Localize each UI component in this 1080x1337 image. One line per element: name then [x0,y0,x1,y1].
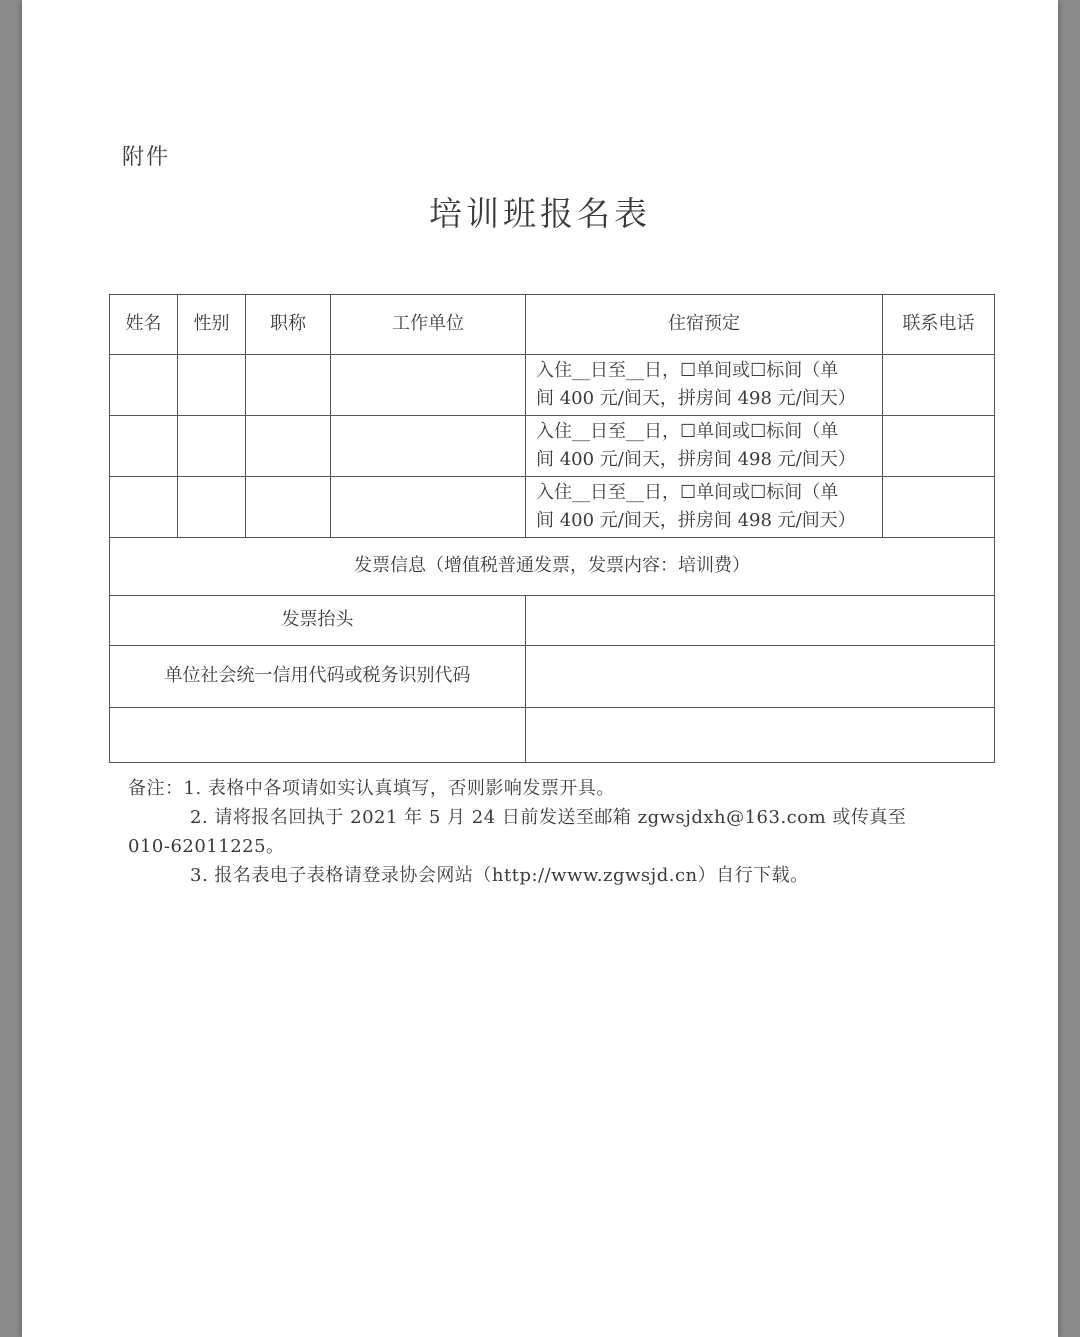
table-row [110,416,995,477]
table-row [110,355,995,416]
gender-cell[interactable] [178,355,246,416]
note-2: 2. 请将报名回执于 2021 年 5 月 24 日前发送至邮箱 zgwsjdxh@163.com 或传真至 [190,807,907,828]
blank-value-cell[interactable] [526,708,995,763]
note-1: 备注：1. 表格中各项请如实认真填写，否则影响发票开具。 [128,778,615,799]
accommodation-line2: 间 400 元/间天，拼房间 498 元/间天） [536,449,856,470]
note-3: 3. 报名表电子表格请登录协会网站（http://www.zgwsjd.cn）自行下载。 [190,865,809,886]
invoice-section-row [110,538,995,596]
invoice-section-title: 发票信息（增值税普通发票，发票内容：培训费） [110,538,995,596]
accommodation-line1: 入住__日至__日，☐单间或☐标间（单 [536,360,839,381]
blank-row [110,708,995,763]
tax-code-label: 单位社会统一信用代码或税务识别代码 [110,646,526,708]
work-unit-cell[interactable] [331,416,526,477]
attachment-label: 附件 [122,145,171,170]
job-title-cell[interactable] [246,355,331,416]
gender-cell[interactable] [178,477,246,538]
accommodation-line2: 间 400 元/间天，拼房间 498 元/间天） [536,388,856,409]
invoice-header-field[interactable] [526,596,995,646]
accommodation-cell[interactable] [526,416,883,477]
note-2-continued: 010-62011225。 [128,836,285,857]
page-title: 培训班报名表 [429,194,651,233]
header-gender: 性别 [178,295,246,355]
invoice-header-row [110,596,995,646]
blank-label-cell[interactable] [110,708,526,763]
name-cell[interactable] [110,355,178,416]
accommodation-cell[interactable] [526,477,883,538]
phone-cell[interactable] [883,416,995,477]
notes-block [128,774,928,890]
table-header-row [110,295,995,355]
tax-code-row [110,646,995,708]
accommodation-cell[interactable] [526,355,883,416]
document-page [22,0,1058,1337]
name-cell[interactable] [110,416,178,477]
accommodation-line1: 入住__日至__日，☐单间或☐标间（单 [536,421,839,442]
header-work-unit: 工作单位 [331,295,526,355]
header-name: 姓名 [110,295,178,355]
registration-table [109,294,995,763]
job-title-cell[interactable] [246,477,331,538]
table-row [110,477,995,538]
work-unit-cell[interactable] [331,477,526,538]
tax-code-field[interactable] [526,646,995,708]
accommodation-line1: 入住__日至__日，☐单间或☐标间（单 [536,482,839,503]
phone-cell[interactable] [883,355,995,416]
name-cell[interactable] [110,477,178,538]
invoice-header-label: 发票抬头 [110,596,526,646]
phone-cell[interactable] [883,477,995,538]
header-accommodation: 住宿预定 [526,295,883,355]
accommodation-line2: 间 400 元/间天，拼房间 498 元/间天） [536,510,856,531]
gender-cell[interactable] [178,416,246,477]
header-phone: 联系电话 [883,295,995,355]
job-title-cell[interactable] [246,416,331,477]
header-job-title: 职称 [246,295,331,355]
work-unit-cell[interactable] [331,355,526,416]
